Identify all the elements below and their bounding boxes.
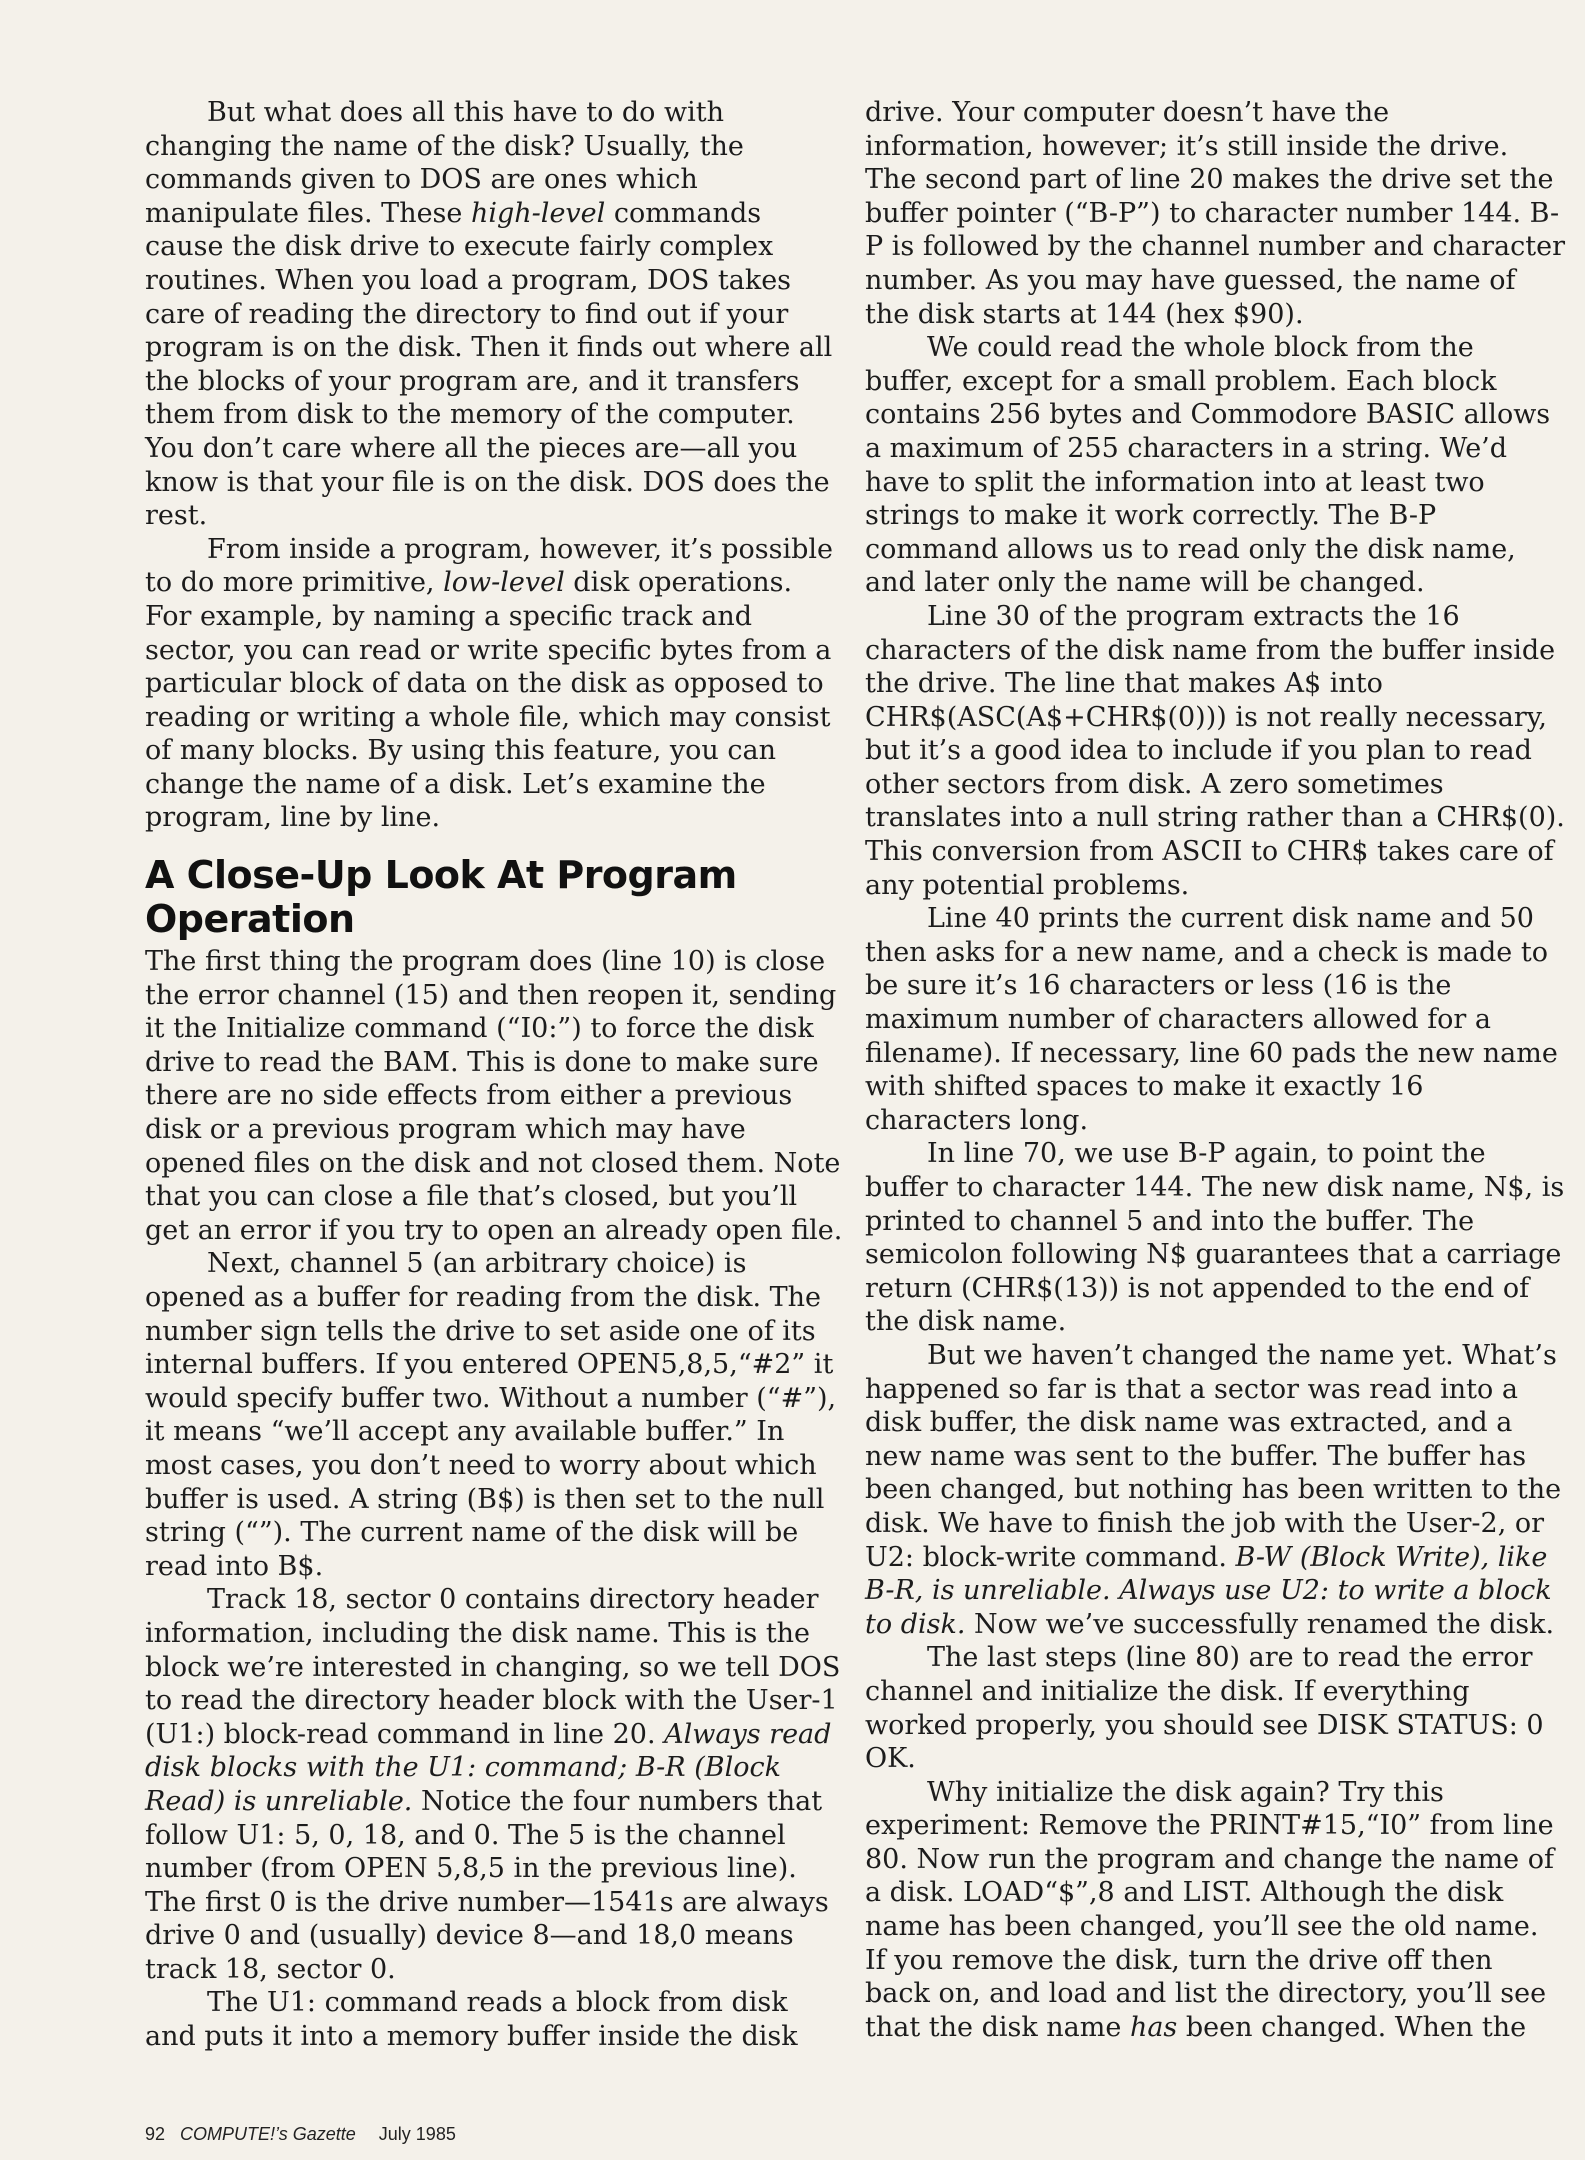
paragraph: But what does all this have to do with changing the name of the disk? Usually, the commands given to DOS are ones which manipulate files. These high-level commands cause the disk drive to execute fairly complex routines. When you load a program, DOS takes care of reading the directory to find out if your program is on the disk. Then it finds out where all the blocks of your program are, and it transfers them from disk to the memory of the computer. You don’t care where all the pieces are—all you know is that your file is on the disk. DOS does the rest. — [145, 97, 833, 532]
issue-date: July 1985 — [378, 2124, 456, 2144]
paragraph: drive. Your computer doesn’t have the information, however; it’s still inside the drive. The second part of line 20 makes the drive set the buffer pointer (“B-P”) to character number 144. B-P is followed by the channel number and character number. As you may have guessed, the name of the disk starts at 144 (hex $90). — [865, 97, 1566, 330]
paragraph: The U1: command reads a block from disk and puts it into a memory buffer inside the disk — [145, 1987, 798, 2053]
right-column — [865, 96, 1565, 2044]
paragraph: The last steps (line 80) are to read the error channel and initialize the disk. If everything worked properly, you should see DISK STATUS: 0 OK. — [865, 1642, 1544, 1775]
paragraph: Next, channel 5 (an arbitrary choice) is opened as a buffer for reading from the disk. The number sign tells the drive to set aside one of its internal buffers. If you entered OPEN5,8,5,“#2” it would specify buffer two. Without a number (“#”), it means “we’ll accept any available buffer.” In most cases, you don’t need to worry about which buffer is used. A string (B$) is then set to the null string (“”). The current name of the disk will be read into B$. — [145, 1248, 837, 1582]
section-heading: A Close-Up Look At Program Operation — [145, 853, 737, 942]
paragraph: The first thing the program does (line 10) is close the error channel (15) and then reopen it, sending it the Initialize command (“I0:”) to force the disk drive to read the BAM. This is done to make sure there are no side effects from either a previous disk or a previous program which may have opened files on the disk and not closed them. Note that you can close a file that’s closed, but you’ll get an error if you try to open an already open file. — [145, 946, 843, 1246]
paragraph: In line 70, we use B-P again, to point the buffer to character 144. The new disk name, N$, is printed to channel 5 and into the buffer. The semicolon following N$ guarantees that a carriage return (CHR$(13)) is not appended to the end of the disk name. — [865, 1138, 1565, 1338]
left-column — [145, 96, 845, 2054]
paragraph: Line 30 of the program extracts the 16 characters of the disk name from the buffer inside the drive. The line that makes A$ into CHR$(ASC(A$+CHR$(0))) is not really necessary, but it’s a good idea to include if you plan to read other sectors from disk. A zero sometimes translates into a null string rather than a CHR$(0). This conversion from ASCII to CHR$ takes care of any potential problems. — [865, 600, 1565, 901]
paragraph: But we haven’t changed the name yet. What’s happened so far is that a sector was read into a disk buffer, the disk name was extracted, and a new name was sent to the buffer. The buffer has been changed, but nothing has been written to the disk. We have to finish the job with the User-2, or U2: block-write command. B-W (Block Write), like B-R, is unreliable. Always use U2: to write a block to disk. Now we’ve successfully renamed the disk. — [865, 1339, 1562, 1640]
paragraph: Track 18, sector 0 contains directory header information, including the disk name. This is the block we’re interested in changing, so we tell DOS to read the directory header block with the User-1 (U1:) block-read command in line 20. Always read disk blocks with the U1: command; B-R (Block Read) is unreliable. Notice the four numbers that follow U1: 5, 0, 18, and 0. The 5 is the channel number (from OPEN 5,8,5 in the previous line). The first 0 is the drive number—1541s are always drive 0 and (usually) device 8—and 18,0 means track 18, sector 0. — [145, 1584, 841, 1985]
paragraph: Line 40 prints the current disk name and 50 then asks for a new name, and a check is made to be sure it’s 16 characters or less (16 is the maximum number of characters allowed for a filename). If necessary, line 60 pads the new name with shifted spaces to make it exactly 16 characters long. — [865, 903, 1558, 1136]
magazine-title: COMPUTE!’s Gazette — [180, 2124, 356, 2144]
paragraph: We could read the whole block from the buffer, except for a small problem. Each block contains 256 bytes and Commodore BASIC allows a maximum of 255 characters in a string. We’d have to split the information into at least two strings to make it work correctly. The B-P command allows us to read only the disk name, and later only the name will be changed. — [865, 332, 1551, 599]
paragraph: Why initialize the disk again? Try this experiment: Remove the PRINT#15,“I0” from line 80. Now run the program and change the name of a disk. LOAD“$”,8 and LIST. Although the disk name has been changed, you’ll see the old name. If you remove the disk, turn the drive off then back on, and load and list the directory, you’ll see that the disk name has been changed. When the — [865, 1776, 1554, 2043]
page-number: 92 — [145, 2124, 166, 2144]
paragraph: From inside a program, however, it’s possible to do more primitive, low-level disk operations. For example, by naming a specific track and sector, you can read or write specific bytes from a particular block of data on the disk as opposed to reading or writing a whole file, which may consist of many blocks. By using this feature, you can change the name of a disk. Let’s examine the program, line by line. — [145, 533, 833, 834]
page-footer — [145, 2124, 456, 2145]
